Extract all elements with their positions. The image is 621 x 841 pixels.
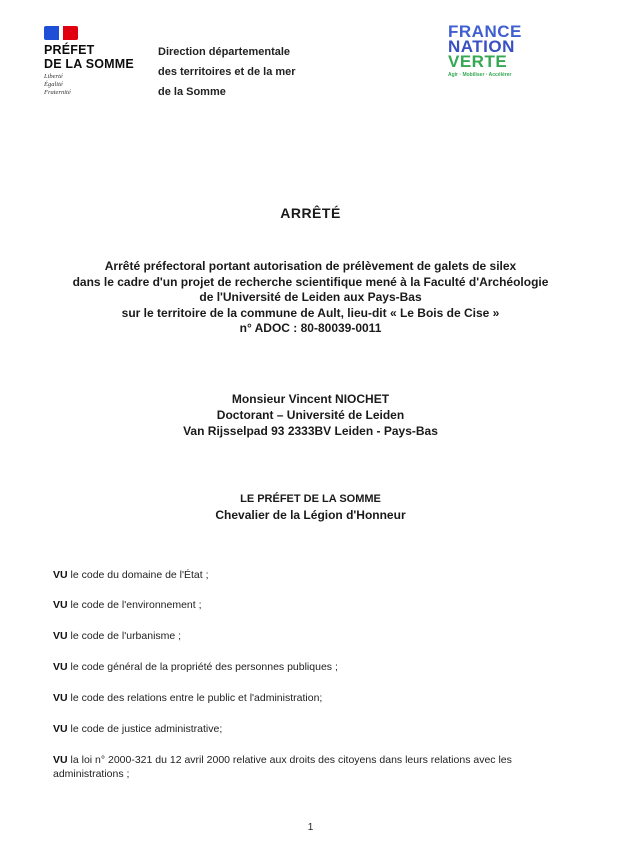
vu-item xyxy=(53,722,583,736)
direction-line-1: Direction départementale xyxy=(158,46,291,58)
prefet-distinction: Chevalier de la Légion d'Honneur xyxy=(215,508,406,522)
vu-keyword: VU xyxy=(53,692,68,704)
direction-name xyxy=(158,42,296,102)
vu-keyword: VU xyxy=(53,723,68,735)
prefet-title: LE PRÉFET DE LA SOMME xyxy=(240,493,381,505)
vu-text: la loi n° 2000-321 du 12 avril 2000 relative aux droits des citoyens dans leurs relations avec les administrations ; xyxy=(53,754,512,780)
page-number: 1 xyxy=(307,822,314,833)
vu-keyword: VU xyxy=(53,754,68,766)
description-line: Arrêté préfectoral portant autorisation de prélèvement de galets de silex xyxy=(104,259,517,273)
vu-item xyxy=(53,598,583,612)
fnv-line-1: FRANCE xyxy=(448,22,522,41)
vu-keyword: VU xyxy=(53,569,68,581)
prefecture-logo xyxy=(44,26,144,97)
vu-text: le code général de la propriété des personnes publiques ; xyxy=(70,661,338,673)
vu-text: le code de justice administrative; xyxy=(70,723,223,735)
french-flag-icon xyxy=(44,26,78,40)
prefecture-name-line-2: DE LA SOMME xyxy=(44,57,134,71)
fnv-line-3: VERTE xyxy=(448,52,508,71)
motto-liberte: Liberté xyxy=(44,73,63,80)
arrete-description xyxy=(0,259,621,337)
vu-text: le code du domaine de l'État ; xyxy=(70,569,209,581)
prefecture-name-line-1: PRÉFET xyxy=(44,43,95,57)
prefet-block xyxy=(0,491,621,523)
fnv-line-2: NATION xyxy=(448,37,515,56)
motto-fraternite: Fraternité xyxy=(44,89,71,96)
vu-item xyxy=(53,753,583,781)
vu-text: le code des relations entre le public et l'administration; xyxy=(70,692,323,704)
description-line: de l'Université de Leiden aux Pays-Bas xyxy=(199,290,422,304)
addressee-address: Van Rijsselpad 93 2333BV Leiden - Pays-Bas xyxy=(183,424,438,438)
vu-text: le code de l'environnement ; xyxy=(70,599,202,611)
france-nation-verte-logo xyxy=(448,24,548,79)
vu-item xyxy=(53,568,583,582)
motto-egalite: Égalité xyxy=(44,81,63,88)
description-line: sur le territoire de la commune de Ault, lieu-dit « Le Bois de Cise » xyxy=(121,305,500,320)
vu-item xyxy=(53,629,583,643)
vu-keyword: VU xyxy=(53,630,68,642)
addressee-name: Monsieur Vincent NIOCHET xyxy=(231,392,390,406)
vu-item xyxy=(53,691,583,705)
vu-keyword: VU xyxy=(53,661,68,673)
vu-keyword: VU xyxy=(53,599,68,611)
document-title: ARRÊTÉ xyxy=(280,205,341,221)
adoc-number: n° ADOC : 80-80039-0011 xyxy=(239,321,382,335)
fnv-tagline: Agir · Mobiliser · Accélérer xyxy=(448,72,512,78)
vu-item xyxy=(53,660,583,674)
vu-text: le code de l'urbanisme ; xyxy=(70,630,182,642)
addressee-title: Doctorant – Université de Leiden xyxy=(216,408,405,422)
addressee-block xyxy=(0,391,621,439)
direction-line-2: des territoires et de la mer xyxy=(158,66,296,78)
description-line: dans le cadre d'un projet de recherche scientifique mené à la Faculté d'Archéologie xyxy=(72,274,549,289)
direction-line-3: de la Somme xyxy=(158,86,226,98)
republic-motto xyxy=(44,73,144,97)
